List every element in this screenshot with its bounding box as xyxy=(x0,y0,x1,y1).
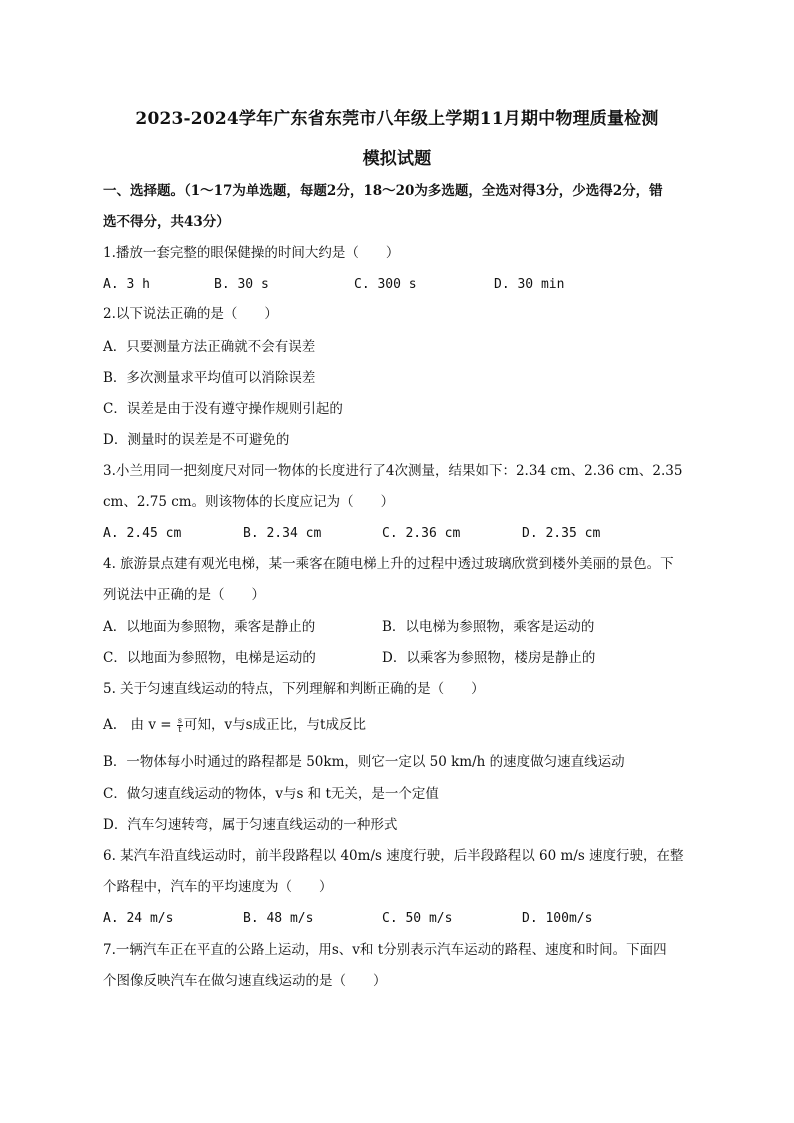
q7-stem: 7.一辆汽车正在平直的公路上运动，用s、v和 t分别表示汽车运动的路程、速度和时间。下面四 xyxy=(103,942,667,958)
q5-option-c: C．做匀速直线运动的物体，v与s 和 t无关，是一个定值 xyxy=(103,786,439,802)
q3-option-b: B. 2.34 cm xyxy=(243,526,322,541)
q4-stem-cont: 列说法中正确的是（ ） xyxy=(103,587,265,603)
q6-stem-cont: 个路程中，汽车的平均速度为（ ） xyxy=(103,879,333,895)
q1-stem: 1.播放一套完整的眼保健操的时间大约是（ ） xyxy=(103,245,400,261)
exam-title-line1: 2023-2024学年广东省东莞市八年级上学期11月期中物理质量检测 xyxy=(135,109,659,129)
q5-option-b: B．一物体每小时通过的路程都是 50km，则它一定以 50 km/h 的速度做匀速直线运动 xyxy=(103,754,625,770)
q7-stem-cont: 个图像反映汽车在做匀速直线运动的是（ ） xyxy=(103,973,387,989)
q4-option-d: D．以乘客为参照物，楼房是静止的 xyxy=(382,650,596,666)
fraction-numerator: s xyxy=(177,716,182,725)
section1-heading: 一、选择题。（1～17为单选题，每题2分，18～20为多选题，全选对得3分，少选得2分，错 xyxy=(103,183,663,199)
fraction-denominator: t xyxy=(178,725,182,734)
q5-option-a-suffix: 可知，v与s成正比，与t成反比 xyxy=(183,717,366,733)
q6-stem: 6. 某汽车沿直线运动时，前半段路程以 40m/s 速度行驶，后半段路程以 60 m/s 速度行驶，在整 xyxy=(103,848,684,864)
velocity-fraction xyxy=(177,717,183,734)
q3-stem-cont: cm、2.75 cm。则该物体的长度应记为（ ） xyxy=(103,494,395,510)
q5-option-a xyxy=(103,716,703,734)
q2-option-b: B．多次测量求平均值可以消除误差 xyxy=(103,370,316,386)
q6-option-d: D. 100m/s xyxy=(522,911,593,926)
q1-option-b: B. 30 s xyxy=(214,277,269,292)
q5-option-a-prefix: A. 由 v = xyxy=(103,717,172,733)
q5-option-d: D．汽车匀速转弯，属于匀速直线运动的一种形式 xyxy=(103,817,398,833)
q1-option-c: C. 300 s xyxy=(354,277,417,292)
q4-stem: 4. 旅游景点建有观光电梯，某一乘客在随电梯上升的过程中透过玻璃欣赏到楼外美丽的景色。下 xyxy=(103,556,674,572)
q4-option-b: B．以电梯为参照物，乘客是运动的 xyxy=(382,619,595,635)
exam-title-line2: 模拟试题 xyxy=(362,149,432,169)
q1-option-a: A. 3 h xyxy=(103,277,150,292)
q3-option-c: C. 2.36 cm xyxy=(382,526,461,541)
q2-stem: 2.以下说法正确的是（ ） xyxy=(103,306,278,322)
q2-option-a: A．只要测量方法正确就不会有误差 xyxy=(103,339,316,355)
q2-option-d: D．测量时的误差是不可避免的 xyxy=(103,432,290,448)
q5-stem: 5. 关于匀速直线运动的特点，下列理解和判断正确的是（ ） xyxy=(103,681,485,697)
q3-stem: 3.小兰用同一把刻度尺对同一物体的长度进行了4次测量，结果如下：2.34 cm、2.36 cm、2.35 xyxy=(103,463,683,479)
q3-option-d: D. 2.35 cm xyxy=(522,526,601,541)
q6-option-b: B. 48 m/s xyxy=(243,911,314,926)
q1-option-d: D. 30 min xyxy=(494,277,565,292)
section1-heading-cont: 选不得分，共43分） xyxy=(103,214,230,230)
q6-option-a: A. 24 m/s xyxy=(103,911,174,926)
q4-option-c: C．以地面为参照物，电梯是运动的 xyxy=(103,650,316,666)
q6-option-c: C. 50 m/s xyxy=(382,911,453,926)
q4-option-a: A．以地面为参照物，乘客是静止的 xyxy=(103,619,316,635)
q3-option-a: A. 2.45 cm xyxy=(103,526,182,541)
q2-option-c: C．误差是由于没有遵守操作规则引起的 xyxy=(103,401,343,417)
